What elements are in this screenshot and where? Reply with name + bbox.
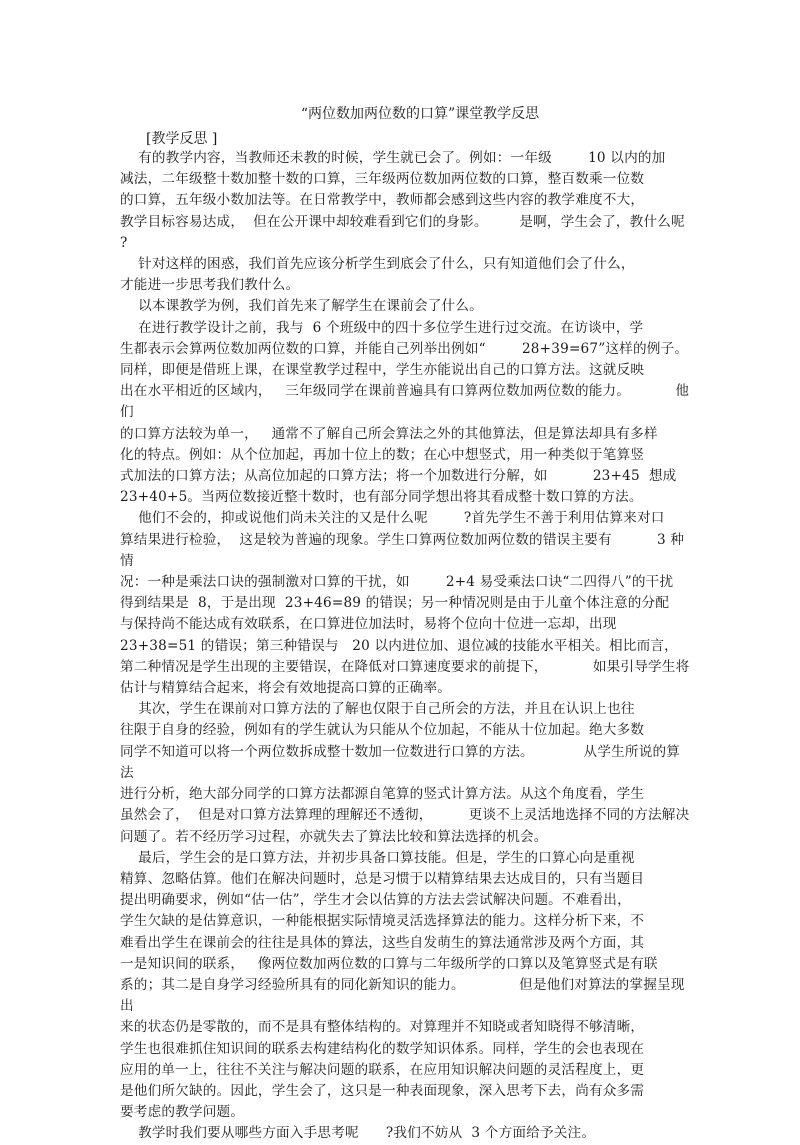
text-line: 23+40+5。当两位数接近整十数时，也有部分同学想出将其看成整十数口算的方法。 xyxy=(120,489,643,506)
text-line: 问题了。若不经历学习过程，亦就失去了算法比较和算法选择的机会。 xyxy=(120,828,548,845)
text-line: 式加法的口算方法；从高位加起的口算方法；将一个加数进行分解，如 23+45 想成 xyxy=(120,468,677,485)
text-line: 的口算，五年级小数加法等。在日常教学中，教师都会感到这些内容的教学难度不大， xyxy=(120,192,645,209)
text-line: 是他们所欠缺的。因此，学生会了，这只是一种表面现象，深入思考下去，尚有众多需 xyxy=(120,1082,645,1099)
section-label: [教学反思 ] xyxy=(146,131,218,147)
text-line: 以本课教学为例，我们首先来了解学生在课前会了什么。 xyxy=(120,298,483,315)
text-line: 教学时我们要从哪些方面入手思考呢 ?我们不妨从 3 个方面给予关注。 xyxy=(120,1125,596,1142)
text-line: 应用的单一上，往往不关注与解决问题的联系，在应用知识解决问题的灵活程度上，更 xyxy=(120,1061,645,1078)
text-line: 针对这样的困惑，我们首先应该分析学生到底会了什么，只有知道他们会了什么， xyxy=(120,256,635,273)
text-line: 来的状态仍是零散的，而不是具有整体结构的。对算理并不知晓或者知晓得不够清晰， xyxy=(120,1019,645,1036)
text-line: 生都表示会算两位数加两位数的口算，并能自己列举出例如“ 28+39=67”这样的例子。 xyxy=(120,340,689,357)
text-line: 同学不知道可以将一个两位数拆成整十数加一位数进行口算的方法。 从学生所说的算法 xyxy=(120,743,681,781)
text-line: 教学目标容易达成， 但在公开课中却较难看到它们的身影。 是啊，学生会了，教什么呢 ? xyxy=(120,213,690,251)
text-line: 其次，学生在课前对口算方法的了解也仅限于自己所会的方法，并且在认识上也往 xyxy=(120,701,635,718)
document-title-text: “两位数加两位数的口算”课堂教学反思 xyxy=(300,106,540,122)
text-line: 出在水平相近的区域内， 三年级同学在课前普遍具有口算两位数加两位数的能力。 他们 xyxy=(120,383,690,421)
text-line: 化的特点。例如：从个位加起，再加十位上的数；在心中想竖式，用一种类似于笔算竖 xyxy=(120,446,645,463)
text-line: 第二种情况是学生出现的主要错误，在降低对口算速度要求的前提下， 如果引导学生将 xyxy=(120,658,690,675)
text-line: 的口算方法较为单一， 通常不了解自己所会算法之外的其他算法，但是算法却具有多样 xyxy=(120,425,658,442)
text-line: 算结果进行检验， 这是较为普遍的现象。学生口算两位数加两位数的错误主要有 3 种情 xyxy=(120,531,685,569)
text-line: 进行分析，绝大部分同学的口算方法都源自笔算的竖式计算方法。从这个角度看，学生 xyxy=(120,786,645,803)
text-line: 才能进一步思考我们教什么。 xyxy=(120,277,300,294)
text-line: 他们不会的，抑或说他们尚未关注的又是什么呢 ?首先学生不善于利用估算来对口 xyxy=(120,510,665,527)
text-line: 与保持尚不能达成有效联系，在口算进位加法时，易将个位向十位进一忘却，出现 xyxy=(120,616,617,633)
text-line: 学生也很难抓住知识间的联系去构建结构化的数学知识体系。同样，学生的会也表现在 xyxy=(120,1040,645,1057)
text-line: 精算、忽略估算。他们在解决问题时，总是习惯于以精算结果去达成目的，只有当题目 xyxy=(120,870,645,887)
text-line: 虽然会了， 但是对口算方法算理的理解还不透彻， 更谈不上灵活地选择不同的方法解决 xyxy=(120,807,690,824)
text-line: 难看出学生在课前会的往往是具体的算法，这些自发萌生的算法通常涉及两个方面，其 xyxy=(120,934,645,951)
text-line: 在进行教学设计之前，我与 6 个班级中的四十多位学生进行过交流。在访谈中，学 xyxy=(120,319,644,336)
document-title xyxy=(0,103,720,123)
text-line: 估计与精算结合起来，将会有效地提高口算的正确率。 xyxy=(120,680,452,697)
text-line: 一是知识间的联系， 像两位数加两位数的口算与二年级所学的口算以及笔算竖式是有联 xyxy=(120,955,658,972)
body-text xyxy=(120,148,690,1145)
text-line: 系的；其二是自身学习经验所具有的同化新知识的能力。 但是他们对算法的掌握呈现出 xyxy=(120,976,685,1015)
text-line: 学生欠缺的是估算意识，一种能根据实际情境灵活选择算法的能力。这样分析下来，不 xyxy=(120,913,645,930)
text-line: 减法，二年级整十数加整十数的口算，三年级两位数加两位数的口算，整百数乘一位数 xyxy=(120,171,645,188)
text-line: 最后，学生会的是口算方法，并初步具备口算技能。但是，学生的口算心向是重视 xyxy=(120,849,635,866)
text-line: 得到结果是 8，于是出现 23+46=89 的错误；另一种情况则是由于儿童个体注意的分配 xyxy=(120,595,670,612)
text-line: 况：一种是乘法口诀的强制激对口算的干扰，如 2+4 易受乘法口诀“二四得八”的干扰 xyxy=(120,574,674,591)
text-line: 23+38=51 的错误；第三种错误与 20 以内进位加、退位减的技能水平相关。相比而言， xyxy=(120,637,678,654)
text-line: 往限于自身的经验，例如有的学生就认为只能从个位加起，不能从十位加起。绝大多数 xyxy=(120,722,645,739)
text-line: 有的教学内容，当教师还未教的时候，学生就已会了。例如：一年级 10 以内的加 xyxy=(120,150,666,166)
text-line: 提出明确要求，例如“估一估”，学生才会以估算的方法去尝试解决问题。不难看出， xyxy=(120,892,631,909)
text-line: 要考虑的教学问题。 xyxy=(120,1104,245,1121)
text-line: 同样，即便是借班上课，在课堂教学过程中，学生亦能说出自己的口算方法。这就反映 xyxy=(120,362,645,379)
